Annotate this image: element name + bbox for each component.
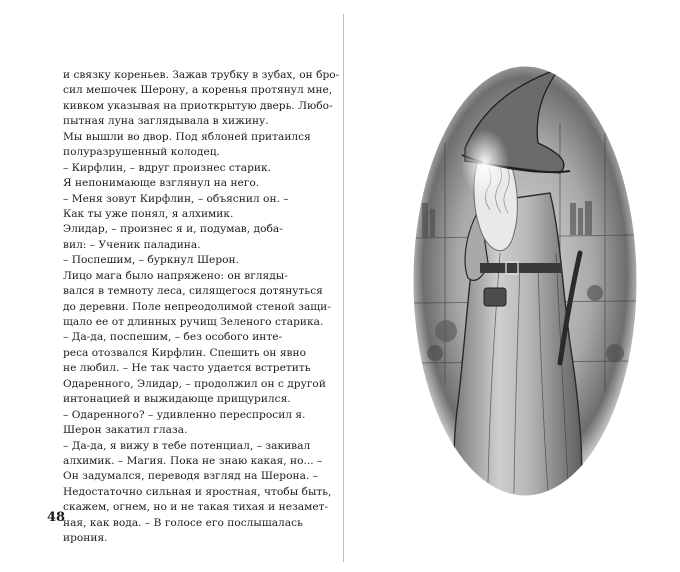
text-line: алхимик. – Магия. Пока не знаю какая, но... – (63, 454, 323, 467)
text-line: вался в темноту леса, силящегося дотянуться (63, 285, 323, 298)
right-page (344, 0, 680, 572)
text-line: не любил. – Не так часто удается встретить (63, 362, 311, 375)
text-line: Я непонимающе взглянул на него. (63, 177, 260, 190)
text-line: до деревни. Поле непреодолимой стеной защи- (63, 300, 331, 313)
text-line: пытная луна заглядывала в хижину. (63, 115, 269, 128)
text-line: – Одаренного? – удивленно переспросил я. (63, 408, 306, 421)
text-line: ирония. (63, 532, 108, 545)
text-line: вил: – Ученик паладина. (63, 238, 201, 251)
text-line: сил мешочек Шерону, а коренья протянул мне, (63, 84, 333, 97)
text-line: – Да-да, я вижу в тебе потенциал, – закивал (63, 439, 311, 452)
text-line: – Кирфлин, – вдруг произнес старик. (63, 161, 271, 174)
text-line: полуразрушенный колодец. (63, 146, 220, 159)
text-line: Он задумался, переводя взгляд на Шерона. – (63, 470, 319, 483)
text-line: Мы вышли во двор. Под яблоней притаился (63, 130, 311, 143)
text-line: – Да-да, поспешим, – без особого инте- (63, 331, 283, 344)
text-line: реса отозвался Кирфлин. Спешить он явно (63, 346, 306, 359)
text-line: Шерон закатил глаза. (63, 424, 188, 437)
alchemist-illustration (410, 63, 640, 500)
text-line: – Меня зовут Кирфлин, – объяснил он. – (63, 192, 289, 205)
text-line: Недостаточно сильная и яростная, чтобы быть, (63, 485, 332, 498)
text-line: скажем, огнем, но и не такая тихая и незамет- (63, 501, 329, 514)
text-line: кивком указывая на приоткрытую дверь. Любо- (63, 99, 333, 112)
text-line: и связку кореньев. Зажав трубку в зубах, он бро- (63, 69, 340, 81)
text-line: Как ты уже понял, я алхимик. (63, 207, 234, 220)
text-line: Лицо мага было напряжено: он вгляды- (63, 269, 288, 282)
text-line: – Поспешим, – буркнул Шерон. (63, 254, 240, 267)
text-line: Элидар, – произнес я и, подумав, доба- (63, 223, 283, 236)
body-text (63, 68, 340, 547)
page-number: 48 (47, 510, 66, 525)
text-line: Одаренного, Элидар, – продолжил он с другой (63, 377, 326, 390)
text-line: ная, как вода. – В голосе его послышалась (63, 516, 303, 529)
text-line: интонацией и выжидающе прищурился. (63, 393, 291, 406)
text-line: щало ее от длинных ручищ Зеленого старика. (63, 316, 324, 328)
